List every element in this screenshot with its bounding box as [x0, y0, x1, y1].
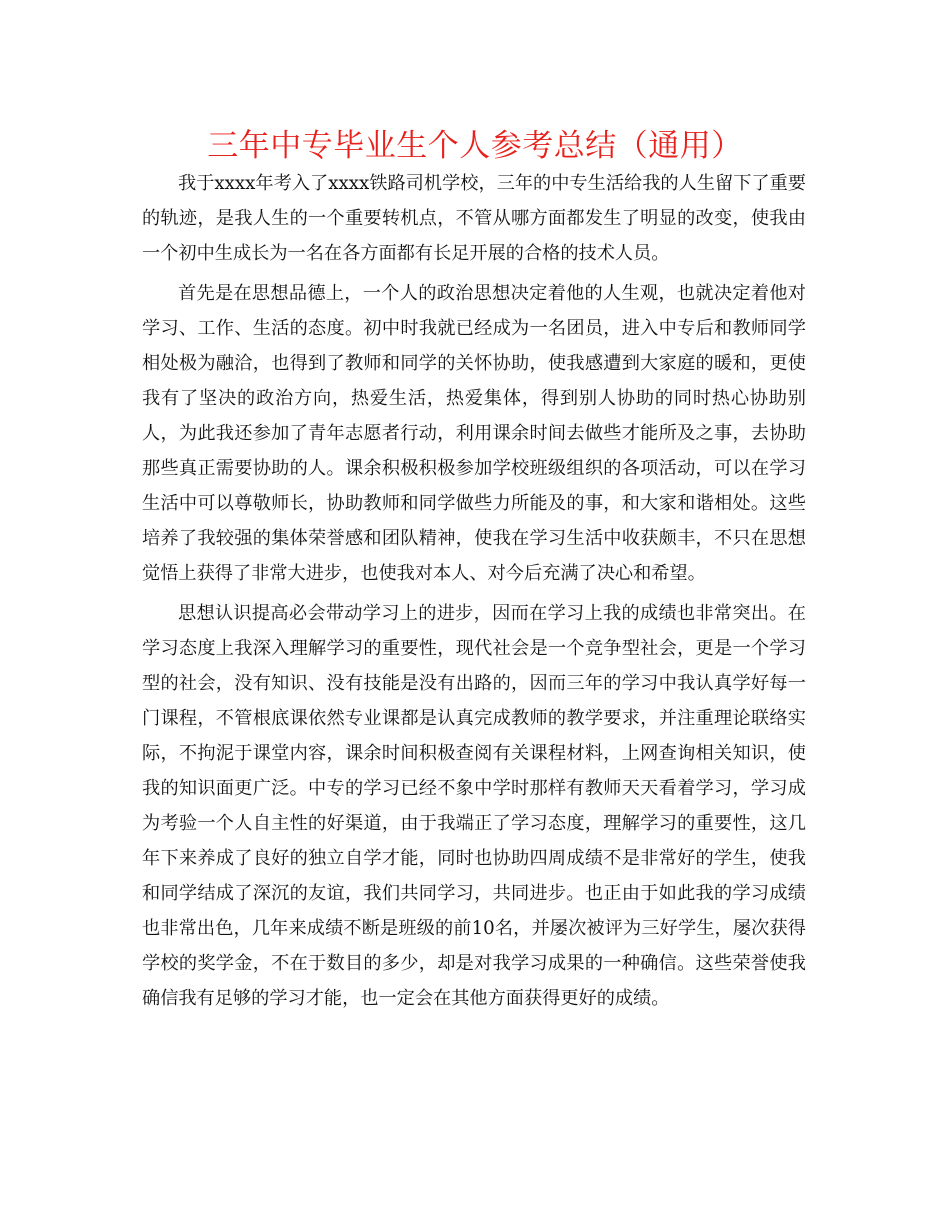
paragraph-study: 思想认识提高必会带动学习上的进步，因而在学习上我的成绩也非常突出。在学习态度上我深入理解学习的重要性，现代社会是一个竞争型社会，更是一个学习型的社会，没有知识、没有技能是没有出路的，因而三年的学习中我认真学好每一门课程，不管根底课依然专业课都是认真完成教师的教学要求，并注重理论联络实际，不拘泥于课堂内容，课余时间积极查阅有关课程材料，上网查询相关知识，使我的知识面更广泛。中专的学习已经不象中学时那样有教师天天看着学习，学习成为考验一个人自主性的好渠道，由于我端正了学习态度，理解学习的重要性，这几年下来养成了良好的独立自学才能，同时也协助四周成绩不是非常好的学生，使我和同学结成了深沉的友谊，我们共同学习，共同进步。也正由于如此我的学习成绩也非常出色，几年来成绩不断是班级的前10名，并屡次被评为三好学生，屡次获得学校的奖学金，不在于数目的多少，却是对我学习成果的一种确信。这些荣誉使我确信我有足够的学习才能，也一定会在其他方面获得更好的成绩。: [142, 603, 806, 1009]
document-body: [142, 166, 806, 1021]
document-title: 三年中专毕业生个人参考总结（通用）: [207, 128, 743, 164]
paragraph-ideology: 首先是在思想品德上，一个人的政治思想决定着他的人生观，也就决定着他对学习、工作、生活的态度。初中时我就已经成为一名团员，进入中专后和教师同学相处极为融洽，也得到了教师和同学的关怀协助，使我感遭到大家庭的暖和，更使我有了坚决的政治方向，热爱生活，热爱集体，得到别人协助的同时热心协助别人，为此我还参加了青年志愿者行动，利用课余时间去做些才能所及之事，去协助那些真正需要协助的人。课余积极积极参加学校班级组织的各项活动，可以在学习生活中可以尊敬师长，协助教师和同学做些力所能及的事，和大家和谐相处。这些培养了我较强的集体荣誉感和团队精神，使我在学习生活中收获颇丰，不只在思想觉悟上获得了非常大进步，也使我对本人、对今后充满了决心和希望。: [142, 283, 806, 584]
paragraph-intro: 我于xxxx年考入了xxxx铁路司机学校，三年的中专生活给我的人生留下了重要的轨迹，是我人生的一个重要转机点，不管从哪方面都发生了明显的改变，使我由一个初中生成长为一名在各方面都有长足开展的合格的技术人员。: [142, 173, 806, 264]
